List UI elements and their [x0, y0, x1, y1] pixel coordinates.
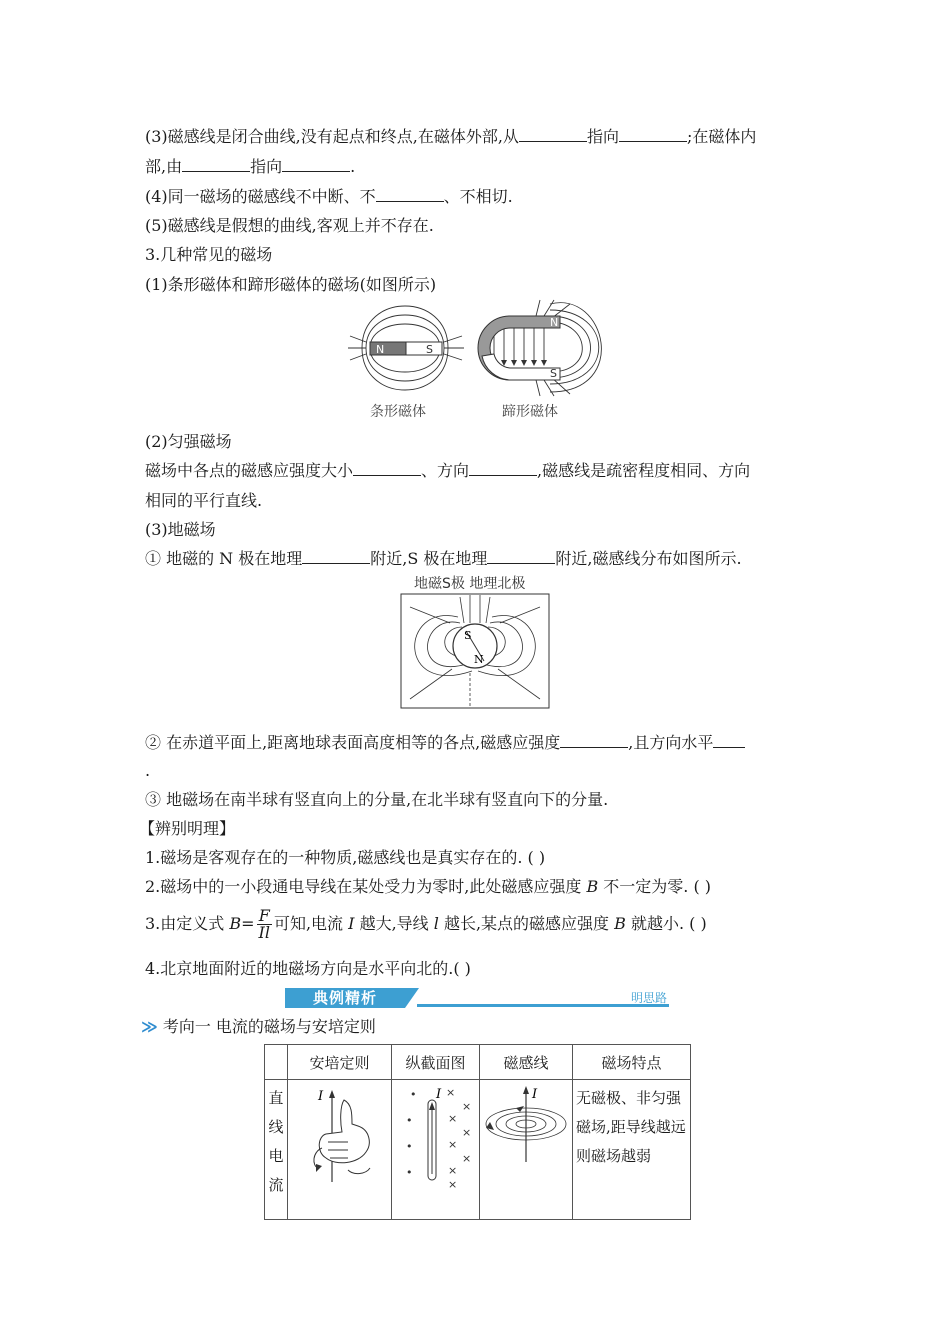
sub3-item2-end: . — [145, 761, 151, 780]
dot-mark: • — [410, 1088, 417, 1101]
blank[interactable] — [302, 549, 370, 564]
table-header: 纵截面图 — [392, 1045, 480, 1080]
field-feature-cell: 无磁极、非匀强磁场,距导线越远则磁场越弱 — [573, 1080, 691, 1220]
blank[interactable] — [619, 127, 687, 142]
section3-title: 3.几种常见的磁场 — [145, 245, 273, 264]
blank[interactable] — [519, 127, 587, 142]
subsection2-title: (2)匀强磁场 — [145, 432, 232, 451]
banner-title: 典例精析 — [285, 988, 405, 1008]
sub3-item1: ① 地磁的 N 极在地理 附近,S 极在地理 附近,磁感线分布如图所示. — [145, 549, 742, 568]
sub3-item3: ③ 地磁场在南半球有竖直向上的分量,在北半球有竖直向下的分量. — [145, 790, 609, 809]
blank[interactable] — [182, 157, 250, 172]
blank[interactable] — [469, 461, 537, 476]
ampere-rule-table — [264, 1044, 691, 1220]
magnet-field-figure — [340, 296, 610, 422]
blank[interactable] — [713, 733, 745, 748]
table-header: 磁场特点 — [573, 1045, 691, 1080]
fraction: $\frac{F}{Il}$ — [258, 906, 270, 942]
banner-right-label: 明思路 — [630, 991, 667, 1005]
bar-s-label: S — [426, 343, 433, 356]
cross-mark: × — [448, 1178, 458, 1191]
blank[interactable] — [282, 157, 350, 172]
para4: (4)同一磁场的磁感线不中断、不 、不相切. — [145, 187, 513, 206]
cross-mark: × — [462, 1152, 472, 1165]
bar-magnet-caption: 条形磁体 — [370, 404, 426, 420]
horseshoe-n-label: N — [550, 316, 559, 329]
blank[interactable] — [560, 733, 628, 748]
blank[interactable] — [353, 461, 421, 476]
horseshoe-s-label: S — [550, 367, 557, 380]
table-header: 磁感线 — [480, 1045, 573, 1080]
section-banner — [285, 988, 669, 1008]
blank[interactable] — [376, 187, 444, 202]
cross-mark: × — [448, 1112, 458, 1125]
subsection3-title: (3)地磁场 — [145, 520, 216, 539]
table-header-corner — [265, 1045, 288, 1080]
sub3-item2: ② 在赤道平面上,距离地球表面高度相等的各点,磁感应强度 ,且方向水平 — [145, 732, 745, 754]
horseshoe-magnet-caption: 蹄形磁体 — [502, 404, 558, 420]
earth-n-label: N — [474, 653, 484, 666]
cross-mark: × — [448, 1138, 458, 1151]
bianbie-title: 【辨别明理】 — [139, 819, 236, 838]
earth-field-figure — [400, 593, 550, 709]
row-head: 直 线 电 流 — [265, 1080, 288, 1220]
blank[interactable] — [487, 549, 555, 564]
right-hand-rule-cell — [288, 1080, 392, 1220]
para3-line1: (3)磁感线是闭合曲线,没有起点和终点,在磁体外部,从 指向 ;在磁体内 — [145, 127, 757, 146]
sub2-line1: 磁场中各点的磁感应强度大小 、方向 ,磁感线是疏密程度相同、方向 — [145, 461, 751, 480]
current-label: I — [532, 1087, 538, 1102]
cross-section-figure — [392, 1084, 479, 1194]
judge-q1: 1.磁场是客观存在的一种物质,磁感线也是真实存在的. ( ) — [145, 848, 546, 867]
current-label: I — [436, 1087, 442, 1102]
sub2-line2: 相同的平行直线. — [145, 491, 263, 510]
judge-q2: 2.磁场中的一小段通电导线在某处受力为零时,此处磁感应强度 B 不一定为零. ( ) — [145, 877, 712, 896]
cross-section-cell — [392, 1080, 480, 1220]
direction-heading: ≫ 考向一 电流的磁场与安培定则 — [141, 1017, 376, 1036]
earth-figure-caption: 地磁S极 地理北极 — [414, 576, 526, 592]
dot-mark: • — [406, 1114, 413, 1127]
dot-mark: • — [406, 1166, 413, 1179]
para3-line2: 部,由 指向 . — [145, 157, 356, 176]
dot-mark: • — [406, 1140, 413, 1153]
field-lines-cell — [480, 1080, 573, 1220]
para5: (5)磁感线是假想的曲线,客观上并不存在. — [145, 216, 434, 235]
double-chevron-icon: ≫ — [141, 1017, 158, 1036]
judge-q4: 4.北京地面附近的地磁场方向是水平向北的.( ) — [145, 959, 471, 978]
bar-n-label: N — [376, 343, 385, 356]
right-hand-figure — [288, 1086, 391, 1186]
earth-s-label: S — [464, 629, 472, 642]
cross-mark: × — [462, 1100, 472, 1113]
cross-mark: × — [462, 1126, 472, 1139]
cross-mark: × — [448, 1164, 458, 1177]
circular-field-figure — [480, 1084, 572, 1164]
judge-q3: 3.由定义式 B= $\frac{F}{Il}$ 可知,电流 I 越大,导线 l 越长,某点的磁感应强度 B 就越小. ( ) — [145, 906, 707, 942]
cross-mark: × — [446, 1086, 456, 1099]
subsection1-title: (1)条形磁体和蹄形磁体的磁场(如图所示) — [145, 275, 437, 294]
table-header: 安培定则 — [288, 1045, 392, 1080]
current-label: I — [318, 1089, 324, 1104]
